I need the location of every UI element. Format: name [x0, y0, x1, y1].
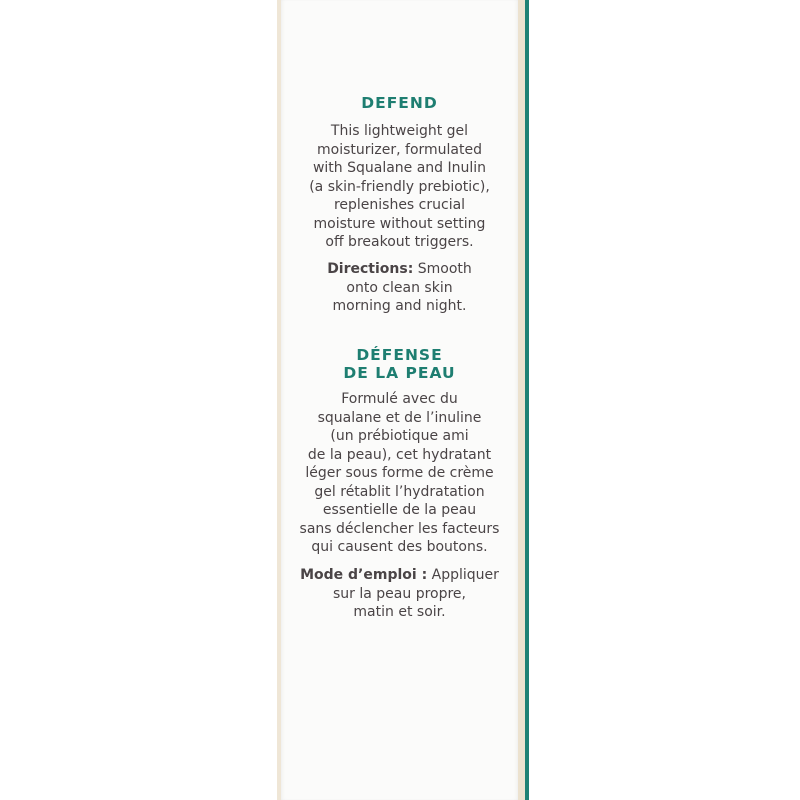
- box-right-edge: [518, 0, 525, 800]
- box-teal-edge: [525, 0, 529, 800]
- french-directions-text: Appliquer sur la peau propre, matin et soir.: [333, 567, 499, 620]
- french-heading: DÉFENSE DE LA PEAU: [343, 346, 456, 382]
- english-description: This lightweight gel moisturizer, formulated with Squalane and Inulin (a skin-friendly prebiotic), replenishes crucial moisture without setting off breakout triggers.: [309, 123, 490, 250]
- french-description: Formulé avec du squalane et de l’inuline (un prébiotique ami de la peau), cet hydratant léger sous forme de crème gel rétablit l’hydratation essentielle de la peau sans déclencher les facteurs qui causent des boutons.: [299, 391, 500, 555]
- english-heading: DEFEND: [361, 94, 438, 112]
- french-directions-label: Mode d’emploi :: [300, 567, 428, 583]
- french-directions: [281, 566, 518, 622]
- english-directions-label: Directions:: [327, 261, 414, 277]
- english-directions-text: Smooth onto clean skin morning and night.: [332, 261, 472, 314]
- english-directions: [281, 260, 518, 316]
